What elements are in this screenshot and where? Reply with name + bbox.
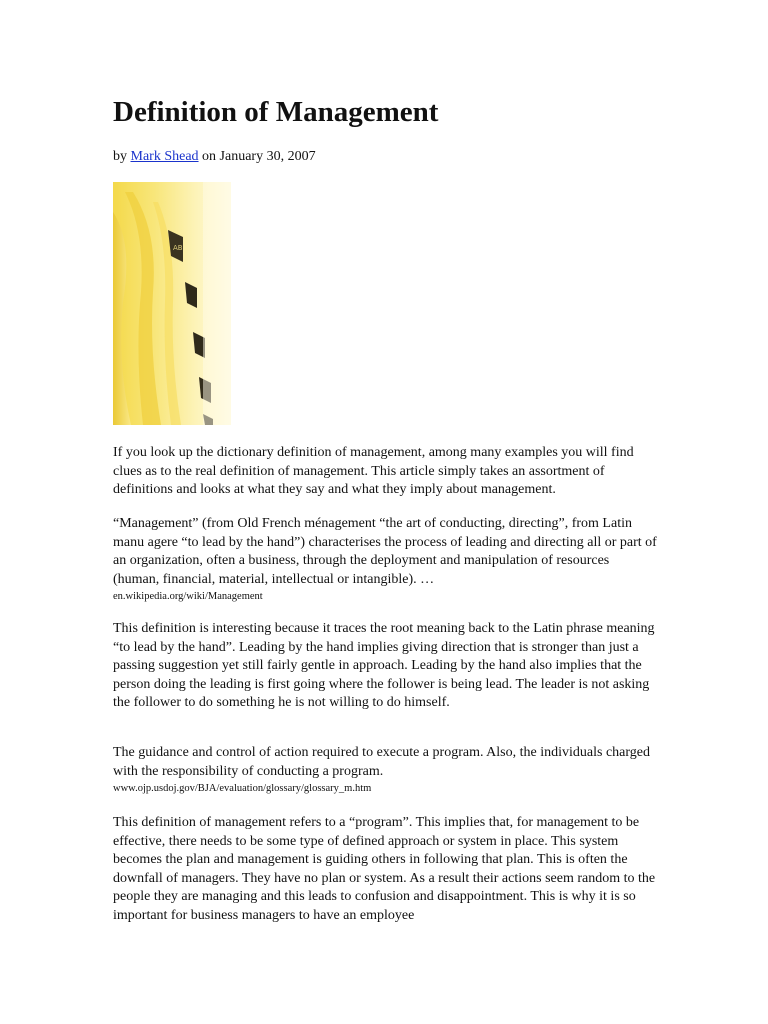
paragraph-text: This definition is interesting because it traces the root meaning back to the Latin phrase meaning “to lead by the hand”. Leading by the hand implies giving direction that is stronger than just a passing suggestion yet still fairly gentle in approach. Leading by the hand also implies that the person doing the leading is first going where the follower is being lead. The leader is not asking the follower to do something he is not willing to do himself. — [113, 621, 655, 710]
paragraph — [113, 515, 658, 604]
byline-prefix: by — [113, 149, 127, 164]
paragraph — [113, 444, 658, 500]
paragraph — [113, 620, 658, 713]
svg-text:AB: AB — [173, 244, 183, 252]
byline — [113, 147, 316, 167]
paragraph — [113, 744, 658, 796]
source-citation: www.ojp.usdoj.gov/BJA/evaluation/glossary/glossary_m.htm — [113, 783, 372, 794]
paragraph-text: This definition of management refers to a “program”. This implies that, for management to be effective, there needs to be some type of defined approach or system in place. This system becomes the plan and management is guiding others in following that plan. This is often the downfall of managers. They have no plan or system. As a result their actions seem random to the people they are managing and this leads to confusion and disappointment. This is why it is so important for business managers to have an employee — [113, 815, 656, 923]
byline-date: on January 30, 2007 — [202, 149, 316, 164]
source-citation: en.wikipedia.org/wiki/Management — [113, 591, 263, 602]
paragraph-text: If you look up the dictionary definition of management, among many examples you will find clues as to the real definition of management. This article simply takes an assortment of definitions and looks at what they say and what they imply about management. — [113, 445, 634, 497]
paragraph — [113, 814, 658, 925]
article-image — [113, 182, 231, 425]
paragraph-text: “Management” (from Old French ménagement “the art of conducting, directing”, from Latin manu agere “to lead by the hand”) characterises the process of leading and directing all or part of an organization, often a business, through the deployment and manipulation of resources (human, financial, material, intellectual or intangible). … — [113, 516, 657, 587]
author-link[interactable]: Mark Shead — [130, 149, 199, 164]
paragraph-text: The guidance and control of action required to execute a program. Also, the individuals charged with the responsibility of conducting a program. — [113, 745, 651, 779]
page-title: Definition of Management — [113, 96, 439, 128]
